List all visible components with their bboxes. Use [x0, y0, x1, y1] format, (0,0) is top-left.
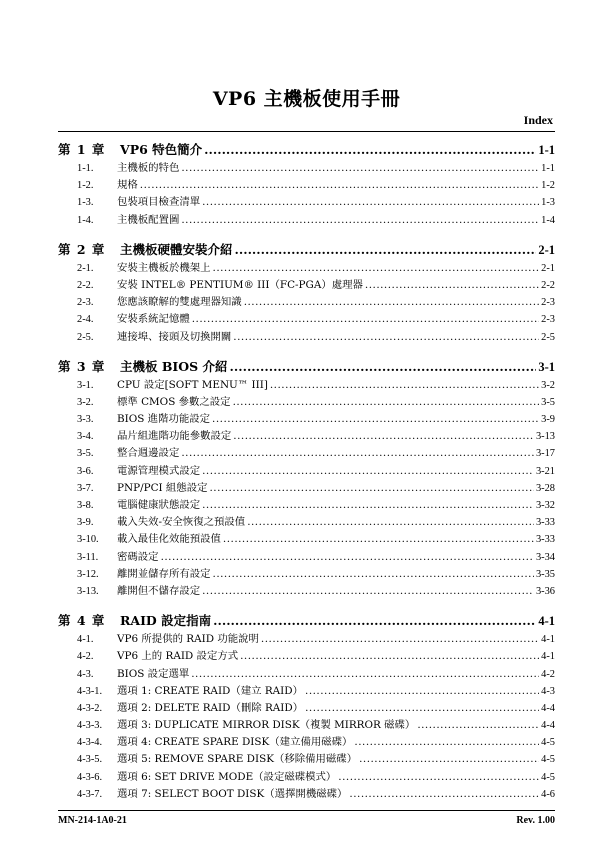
dot-leader [270, 379, 539, 391]
section-page: 3-17 [535, 448, 555, 460]
chapter-number: 第 4 章 [58, 613, 106, 629]
section-number: 2-3. [77, 297, 94, 309]
toc-section-row[interactable] [58, 276, 555, 293]
dot-leader [213, 568, 534, 580]
section-page: 3-13 [535, 431, 555, 443]
dot-leader [202, 196, 539, 208]
section-title: VP6 所提供的 RAID 功能說明 [117, 633, 259, 646]
chapter-title: RAID 設定指南 [120, 613, 212, 629]
dot-leader [233, 331, 539, 343]
section-title: 安裝 INTEL® PENTIUM® III（FC-PGA）處理器 [117, 278, 363, 291]
section-title: 選項 5: REMOVE SPARE DISK（移除備用磁碟） [117, 753, 358, 766]
dot-leader [213, 613, 536, 628]
chapter-page: 2-1 [538, 242, 555, 257]
section-number: 2-4. [77, 314, 94, 326]
section-number: 4-3-2. [77, 702, 103, 714]
dot-leader [233, 396, 540, 408]
dot-leader [365, 279, 539, 291]
dot-leader [417, 719, 539, 731]
section-page: 3-34 [535, 551, 555, 563]
section-page: 3-2 [541, 379, 555, 391]
section-number: 1-2. [77, 180, 94, 192]
section-title: 電腦健康狀態設定 [117, 499, 201, 511]
section-page: 4-4 [541, 702, 555, 714]
section-number: 3-11. [77, 551, 99, 563]
section-title: 選項 7: SELECT BOOT DISK（選擇開機磁碟） [117, 787, 348, 800]
section-page: 2-3 [541, 314, 555, 326]
section-page: 4-1 [541, 651, 555, 663]
toc-section-row[interactable] [58, 716, 555, 733]
section-page: 4-4 [541, 720, 555, 732]
section-page: 4-2 [541, 668, 555, 680]
section-page: 3-33 [535, 534, 555, 546]
section-number: 1-1. [77, 163, 94, 174]
toc-section-row[interactable] [58, 376, 555, 393]
section-number: 4-3-6. [77, 771, 103, 783]
section-title: BIOS 進階功能設定 [117, 413, 211, 426]
section-page: 2-5 [541, 331, 555, 343]
dot-leader [233, 430, 534, 442]
section-page: 4-6 [541, 788, 555, 800]
toc-chapter [58, 357, 555, 599]
section-number: 4-2. [77, 651, 94, 663]
section-number: 2-5. [77, 331, 94, 343]
dot-leader [181, 214, 539, 226]
dot-leader [181, 447, 534, 459]
dot-leader [359, 753, 539, 765]
section-page: 1-1 [541, 163, 555, 174]
section-page: 1-4 [541, 214, 555, 226]
section-title: 選項 1: CREATE RAID（建立 RAID） [117, 684, 304, 697]
dot-leader [212, 413, 539, 425]
section-number: 4-3-3. [77, 720, 103, 732]
toc-section-row[interactable] [58, 682, 555, 699]
section-title: 標準 CMOS 參數之設定 [117, 395, 231, 408]
toc-section-row[interactable] [58, 444, 555, 461]
section-page: 2-3 [541, 297, 555, 309]
section-page: 1-2 [541, 180, 555, 192]
toc-section-row[interactable] [58, 328, 555, 345]
section-page: 1-3 [541, 197, 555, 209]
toc-section-row[interactable] [58, 548, 555, 565]
toc-section-row[interactable] [58, 462, 555, 479]
toc-section-row[interactable] [58, 785, 555, 802]
section-title: 安裝主機板於機架上 [117, 261, 211, 274]
dot-leader [305, 702, 539, 714]
dot-leader [305, 685, 539, 697]
section-number: 3-4. [77, 431, 94, 443]
section-title: BIOS 設定選單 [117, 667, 190, 680]
section-page: 4-1 [541, 634, 555, 646]
chapter-number: 第 3 章 [58, 358, 106, 374]
section-title: VP6 上的 RAID 設定方式 [117, 650, 239, 663]
toc-chapter-row[interactable] [58, 140, 555, 159]
chapter-page: 1-1 [538, 143, 555, 157]
toc-section-row[interactable] [58, 530, 555, 547]
section-page: 3-36 [535, 585, 555, 597]
section-title: 晶片組進階功能參數設定 [117, 430, 232, 443]
section-title: 密碼設定 [117, 550, 159, 563]
toc-section-row[interactable] [58, 293, 555, 310]
section-page: 3-35 [535, 568, 555, 580]
dot-leader [349, 788, 539, 800]
dot-leader [235, 242, 537, 257]
dot-leader [338, 771, 539, 783]
table-of-contents [58, 138, 555, 802]
toc-section-row[interactable] [58, 750, 555, 767]
toc-chapter [58, 611, 555, 802]
section-number: 3-2. [77, 396, 94, 408]
toc-section-row[interactable] [58, 193, 555, 210]
section-title: CPU 設定[SOFT MENU™ III] [117, 378, 268, 391]
toc-section-row[interactable] [58, 427, 555, 444]
index-label: Index [523, 113, 553, 127]
dot-leader [240, 650, 539, 662]
dot-leader [223, 533, 534, 545]
document-code: MN-214-1A0-21 [58, 815, 127, 826]
toc-chapter [58, 240, 555, 345]
section-number: 3-10. [77, 534, 99, 546]
toc-section-row[interactable] [58, 582, 555, 599]
section-page: 4-3 [541, 685, 555, 697]
toc-chapter-row[interactable] [58, 611, 555, 630]
section-title: 選項 2: DELETE RAID（刪除 RAID） [117, 701, 304, 714]
dot-leader [202, 499, 534, 511]
dot-leader [192, 313, 539, 325]
dot-leader [354, 736, 539, 748]
toc-section-row[interactable] [58, 496, 555, 513]
chapter-title: VP6 特色簡介 [120, 142, 203, 157]
section-number: 1-3. [77, 197, 94, 209]
toc-section-row[interactable] [58, 310, 555, 327]
section-page: 4-5 [541, 771, 555, 783]
toc-section-row[interactable] [58, 565, 555, 582]
toc-section-row[interactable] [58, 768, 555, 785]
toc-section-row[interactable] [58, 513, 555, 530]
section-page: 3-9 [541, 414, 555, 426]
section-number: 4-3. [77, 668, 94, 680]
section-page: 3-32 [535, 500, 555, 511]
dot-leader [247, 516, 534, 528]
section-title: 電源管理模式設定 [117, 464, 201, 477]
toc-section-row[interactable] [58, 393, 555, 410]
section-number: 4-1. [77, 634, 94, 646]
section-number: 3-13. [77, 585, 99, 597]
dot-leader [181, 162, 539, 174]
section-title: 載入失效-安全恢復之預設值 [117, 516, 246, 529]
section-number: 1-4. [77, 214, 94, 226]
dot-leader [202, 465, 534, 477]
section-title: 主機板配置圖 [117, 213, 180, 226]
section-number: 4-3-5. [77, 754, 103, 766]
toc-section-row[interactable] [58, 259, 555, 276]
dot-leader [140, 179, 539, 191]
chapter-number: 第 2 章 [58, 241, 106, 257]
section-title: 整合週邊設定 [117, 447, 180, 460]
section-number: 3-1. [77, 379, 94, 391]
chapter-title: 主機板 BIOS 介紹 [120, 358, 228, 374]
section-title: 包裝項目檢查清單 [117, 196, 201, 209]
section-title: PNP/PCI 組態設定 [117, 481, 208, 494]
dot-leader [204, 142, 536, 157]
section-page: 3-33 [535, 517, 555, 529]
section-number: 2-1. [77, 262, 94, 274]
toc-section-row[interactable] [58, 479, 555, 496]
section-page: 2-2 [541, 279, 555, 291]
section-number: 3-5. [77, 448, 94, 460]
section-number: 4-3-4. [77, 737, 103, 749]
section-page: 4-5 [541, 754, 555, 766]
footer-rule [58, 810, 555, 811]
dot-leader [244, 296, 539, 308]
dot-leader [230, 359, 537, 374]
dot-leader [161, 551, 534, 563]
section-number: 3-12. [77, 568, 99, 580]
section-title: 選項 3: DUPLICATE MIRROR DISK（複製 MIRROR 磁碟） [117, 719, 416, 732]
chapter-page: 3-1 [538, 359, 555, 374]
section-page: 3-28 [535, 482, 555, 494]
toc-section-row[interactable] [58, 647, 555, 664]
toc-section-row[interactable] [58, 159, 555, 176]
section-number: 2-2. [77, 279, 94, 291]
chapter-title: 主機板硬體安裝介紹 [120, 241, 233, 257]
toc-chapter-row[interactable] [58, 240, 555, 259]
revision-label: Rev. 1.00 [516, 815, 555, 826]
section-number: 3-6. [77, 465, 94, 477]
section-number: 3-3. [77, 414, 94, 426]
chapter-page: 4-1 [538, 614, 555, 629]
dot-leader [210, 482, 534, 494]
chapter-number: 第 1 章 [58, 142, 106, 157]
section-number: 4-3-7. [77, 788, 103, 800]
section-title: 離開但不儲存設定 [117, 584, 201, 597]
section-page: 2-1 [541, 262, 555, 274]
section-title: 安裝系統記憶體 [117, 313, 190, 326]
section-title: 您應該瞭解的雙處理器知識 [117, 296, 242, 309]
toc-section-row[interactable] [58, 176, 555, 193]
toc-section-row[interactable] [58, 699, 555, 716]
header-rule [58, 131, 555, 132]
section-title: 選項 6: SET DRIVE MODE（設定磁碟模式） [117, 770, 337, 783]
toc-section-row[interactable] [58, 665, 555, 682]
section-title: 主機板的特色 [117, 162, 180, 174]
toc-section-row[interactable] [58, 733, 555, 750]
section-number: 3-8. [77, 500, 94, 511]
toc-chapter-row[interactable] [58, 357, 555, 376]
section-number: 3-7. [77, 482, 94, 494]
section-number: 3-9. [77, 517, 94, 529]
toc-chapter [58, 140, 555, 228]
section-title: 選項 4: CREATE SPARE DISK（建立備用磁碟） [117, 736, 353, 749]
toc-section-row[interactable] [58, 410, 555, 427]
toc-section-row[interactable] [58, 211, 555, 228]
section-title: 載入最佳化效能預設值 [117, 533, 221, 546]
section-title: 連接埠、接頭及切換開關 [117, 330, 232, 343]
dot-leader [261, 633, 539, 645]
section-page: 4-5 [541, 737, 555, 749]
section-page: 3-21 [535, 465, 555, 477]
section-page: 3-5 [541, 396, 555, 408]
section-title: 離開並儲存所有設定 [117, 567, 211, 580]
dot-leader [191, 668, 539, 680]
document-title: VP6 主機板使用手冊 [212, 88, 401, 110]
toc-section-row[interactable] [58, 630, 555, 647]
dot-leader [213, 262, 540, 274]
dot-leader [202, 585, 534, 597]
section-number: 4-3-1. [77, 685, 103, 697]
section-title: 規格 [117, 179, 138, 192]
